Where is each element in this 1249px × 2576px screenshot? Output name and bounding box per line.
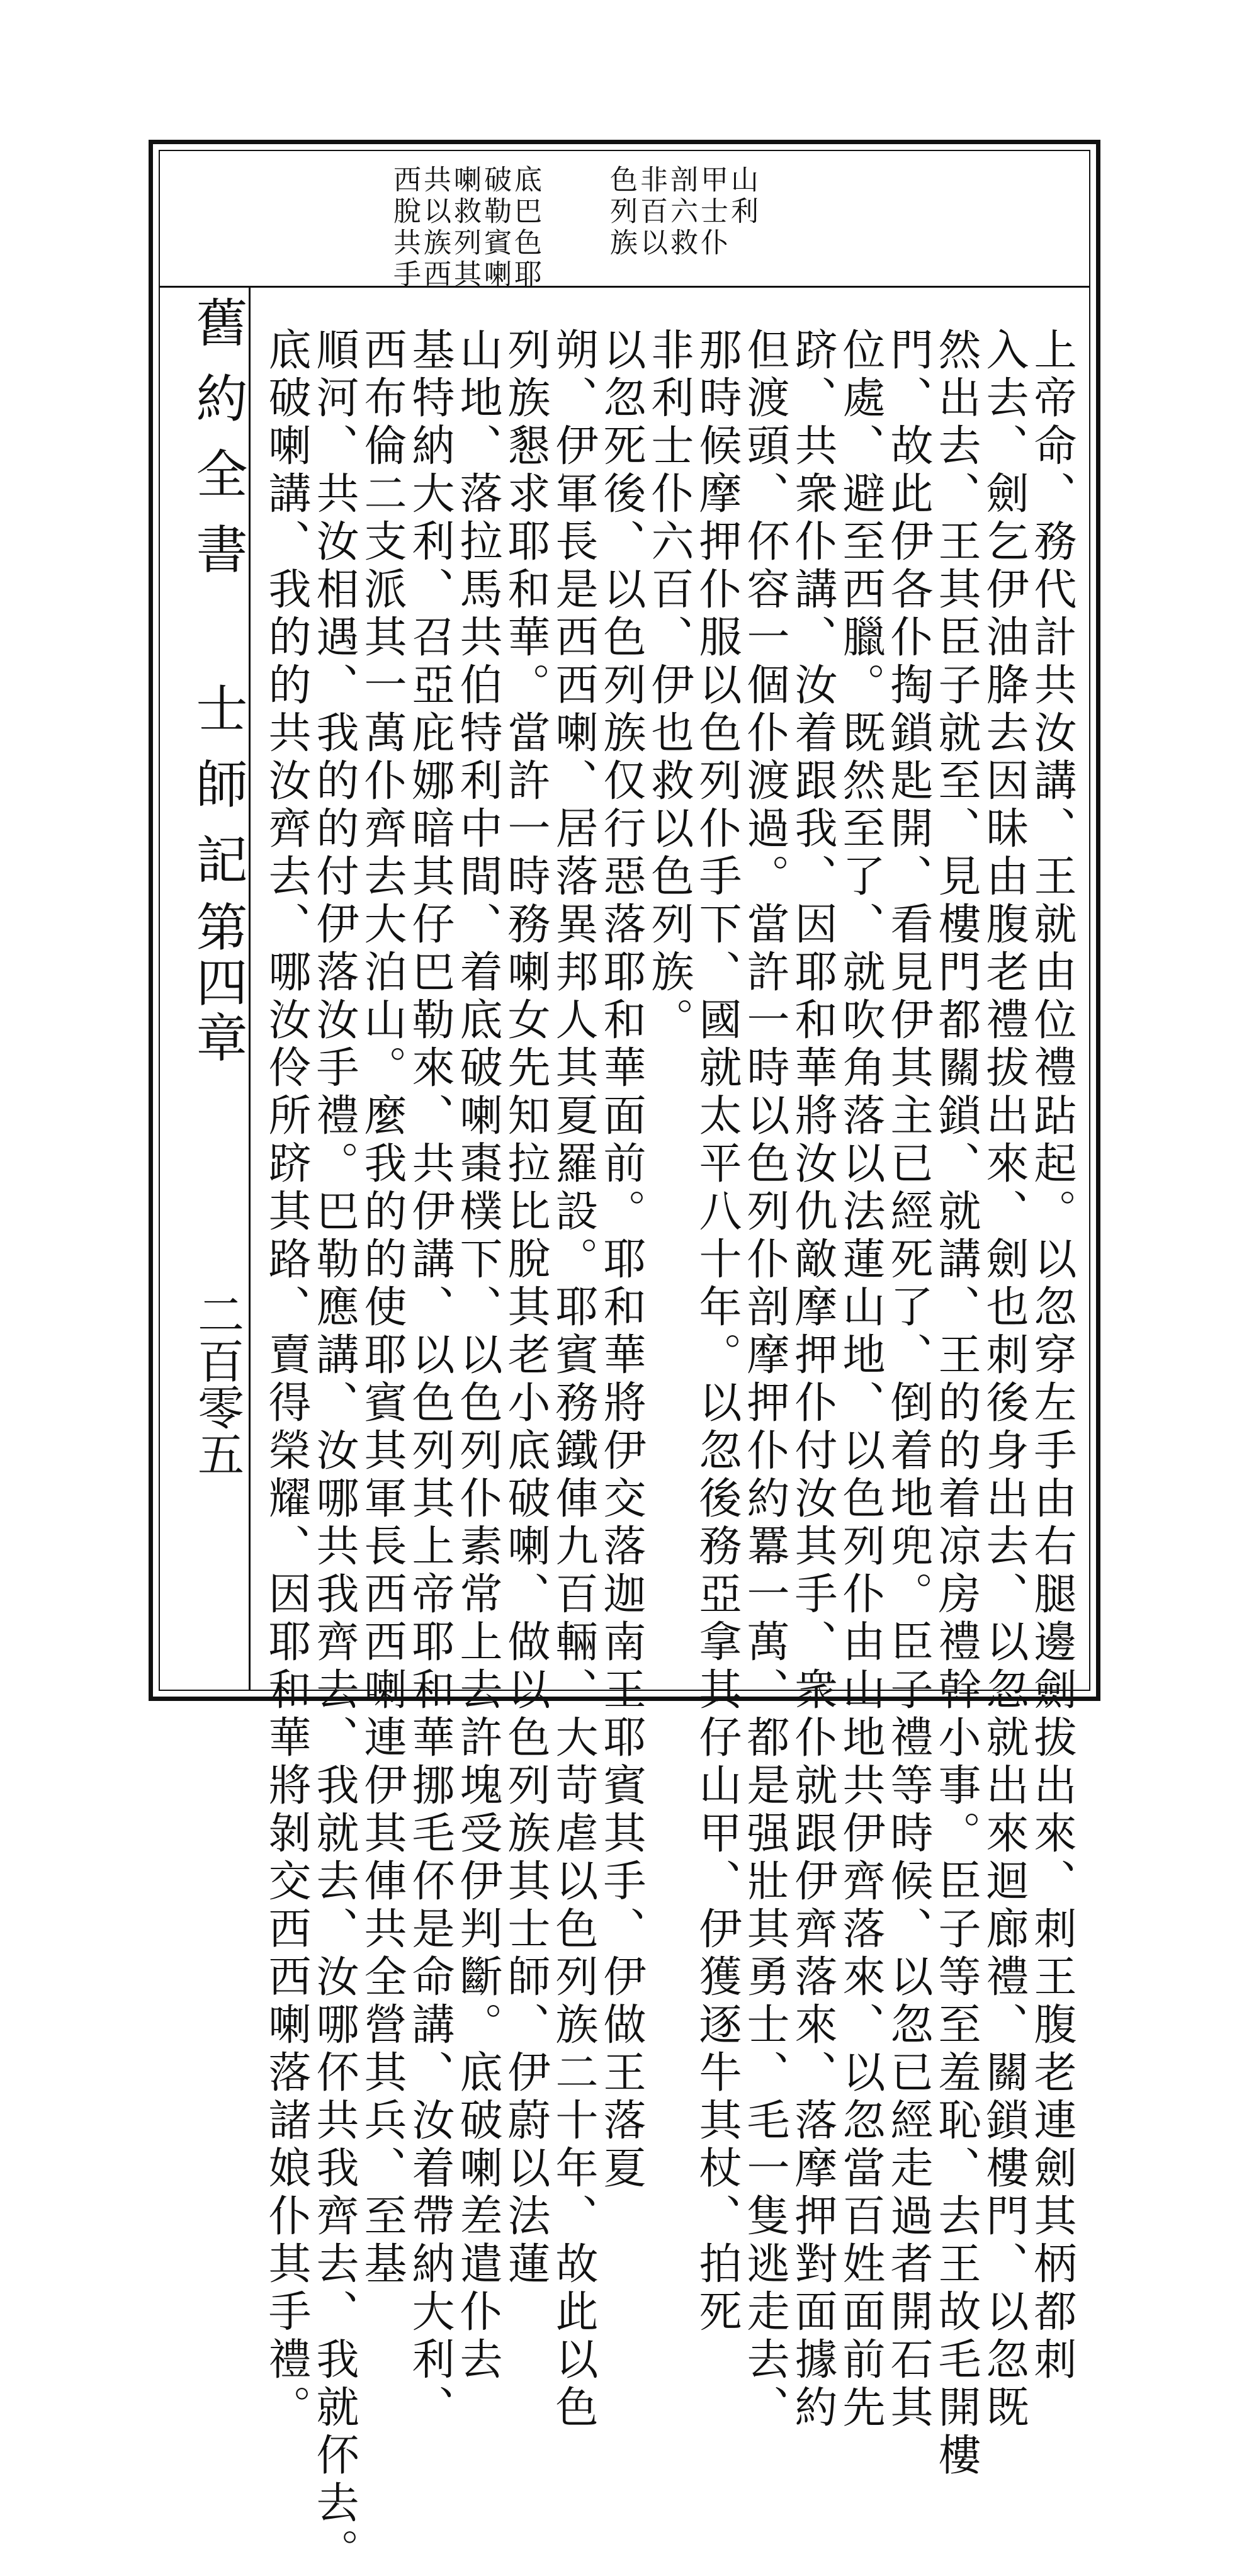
note-col: 共以族西 [419,165,451,291]
text-column: 以忽死後、以色列族仅行惡落耶和華面前。耶和華將伊交落迦南王耶賓其手、伊做王落夏 [596,327,646,2193]
text-column: 門、故此伊各仆掏鎖匙開、看見伊其主已經死了、倒着地兜。臣子禮等時候、以忽已經走過者開石其 [883,327,933,2432]
text-column: 基特納大利、召亞庇娜暗其仔巴勒來、共伊講、以色列其上帝耶和華挪毛伓是命講、汝着帶納大利、 [405,327,455,2432]
text-column: 那時候摩押仆服以色列仆手下、國就太平八十年。以忽後務亞拿其仔山甲、伊獲逐牛其杖、拍死 [692,327,742,2337]
note-col: 甲士仆 [696,165,728,259]
page-number: 二百零五 [190,1291,244,1477]
text-column: 底破喇講、我的的共汝齊去、哪汝伶所跻其路、賣得榮耀、因耶和華將剝交西西喇落諸娘仆其手禮。 [261,327,311,2432]
text-column: 順河、共汝相遇、我的的付伊落汝手禮。巴勒應講、汝哪共我齊去、我就去、汝哪伓共我齊去、我就伓去。 [309,327,359,2576]
text-column: 但渡頭、伓容一個仆渡過。當許一時以色列仆剖摩押仆約羃一萬、都是强壯其勇士、毛一隻逃走去、 [740,327,789,2432]
text-column: 列族懇求耶和華。當許一時務喇女先知拉比脫其老小底破喇、做以色列族其士師、伊蔚以法蓮 [500,327,550,2289]
text-column: 西布倫二支派其一萬仆齊去大泊山。麼我的的使耶賓其軍長西西喇連伊其俥共全營其兵、至基 [357,327,407,2289]
text-column: 跻、共衆仆講、汝着跟我、因耶和華將汝仇敵摩押仆付汝其手、衆仆就跟伊齊落來、落摩押對面據約 [788,327,837,2432]
note-col: 色列族 [605,165,637,259]
text-column: 朔、伊軍長是西西喇、居落異邦人其夏羅設。耶賓務鐵俥九百輛、大苛虐以色列族二十年、故此以色 [548,327,598,2432]
text-column: 非利士仆六百、伊也救以色列族。 [644,327,694,1045]
book-title: 舊約全書 士師記 [188,296,247,908]
chapter-label: 第四章 [188,900,247,1066]
text-column: 上帝命、務代計共汝講、王就由位禮跕起。以忽穿左手由右腿邊劍拔出來、刺王腹老連劍其柄都刺 [1027,327,1077,2385]
text-column: 入去、劍乞伊油胮去因昧由腹老禮拔出來、劍也刺後身出去、以忽就出來迴廊禮、關鎖樓門、以忽既 [979,327,1029,2432]
note-col: 非百以 [635,165,667,259]
note-col: 剖六救 [665,165,698,259]
note-col: 山利 [726,165,758,228]
note-col: 破勒賓喇 [479,165,511,291]
margin-rule [249,286,251,1691]
note-col: 底巴色耶 [509,165,541,291]
note-col: 西脫共手 [388,165,421,291]
text-column: 然出去、王其臣子就至、見樓門都關鎖、就講、王的的着凉房禮幹小事。臣子等至羞恥、去王故毛開樓 [931,327,981,2480]
text-column: 位處、避至西臘。既然至了、就吹角落以法蓮山地、以色列仆由山地共伊齊落來、以忽當百姓面前先 [835,327,885,2432]
note-col: 喇救列其 [449,165,481,291]
header-rule [159,286,1090,288]
text-column: 山地、落拉馬共伯特利中間、着底破喇棗樸下、以色列仆素常上去許塊受伊判斷。底破喇差遣仆去 [453,327,502,2385]
